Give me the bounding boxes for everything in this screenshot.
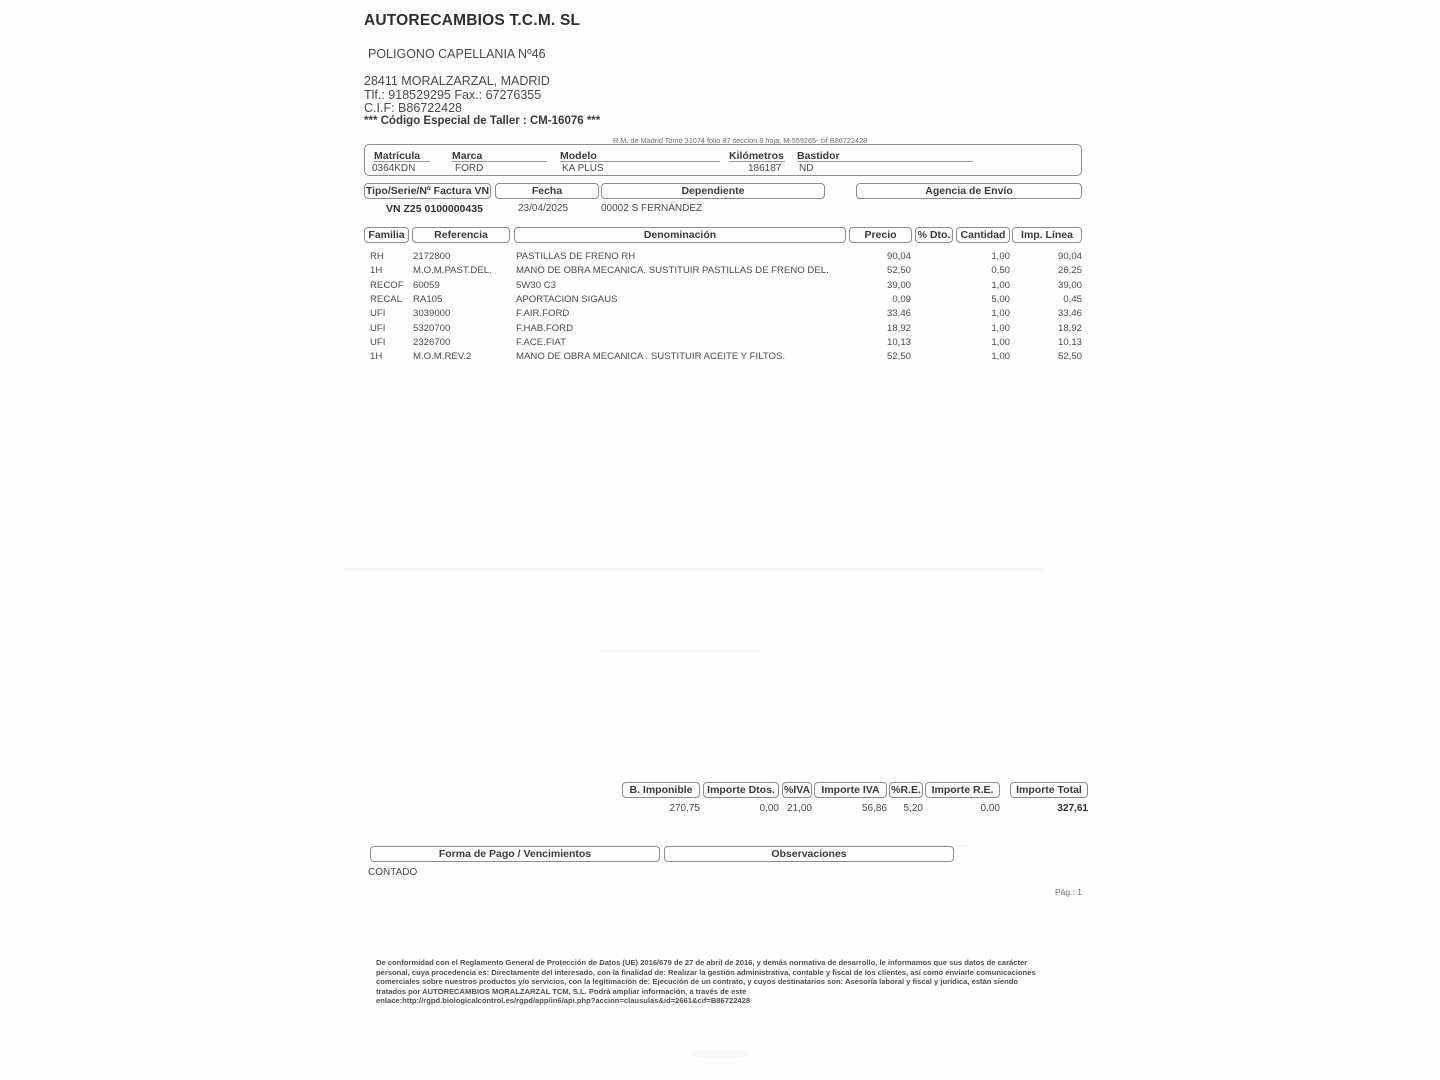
item-row-0-referencia: 2172800 [413,251,451,262]
scan-artifact [600,650,760,652]
item-row-6-referencia: 2326700 [413,336,451,348]
value-marca: FORD [455,163,484,174]
item-row-5-precio: 18,92 [886,322,911,334]
field-rule-bastidor [797,161,973,162]
total-header-pct-re: %R.E. [889,782,923,798]
label-modelo: Modelo [560,150,597,162]
total-header-importe-iva: Importe IVA [814,782,887,798]
label-bastidor: Bastidor [797,150,840,162]
company-address-street: POLIGONO CAPELLANIA Nº46 [368,47,546,61]
workshop-code: *** Código Especial de Taller : CM-16076 *** [364,115,601,127]
item-row-4-cantidad: 1,00 [991,308,1010,320]
item-row-3-referencia: RA105 [413,293,443,305]
field-rule-modelo [560,161,720,162]
company-cif: C.I.F: B86722428 [364,101,462,115]
column-header-denominacion: Denominación [514,227,846,243]
item-row-5-cantidad: 1,00 [991,322,1010,334]
item-row-0-familia: RH [370,251,384,262]
item-row-6-precio: 10,13 [886,336,911,348]
legal-line-3: comerciales sobre nuestros productos y/o servicios, con la legitimación de: Ejecución de un contrato, y cuyos destinatarios son: Asesoría laboral y fiscal y jurídica, están siendo [376,977,1019,987]
item-row-2-precio: 39,00 [886,279,911,291]
item-row-3-cantidad: 5,00 [991,293,1010,305]
total-value-importe-re: 0,00 [980,803,1000,814]
item-row-1-precio: 52,50 [886,265,911,277]
total-header-base-imponible: B. Imponible [622,782,700,798]
item-row-4-precio: 33,46 [886,308,911,320]
field-rule-matricula [374,161,430,162]
header-tipo-serie-factura: Tipo/Serie/Nº Factura VN [365,185,490,197]
item-row-1-familia: 1H [370,265,383,277]
page-number: Pág.: 1 [1055,887,1082,897]
column-header-referencia: Referencia [412,227,510,243]
company-address-city: 28411 MORALZARZAL, MADRID [364,74,550,88]
item-row-5-familia: UFI [370,322,386,334]
column-header-dto: % Dto. [915,227,953,243]
mercantile-registry-note: R.M. de Madrid Tomo 31074 folio 87 seccion 8 hoja: M-559265- cif B86722428 [613,136,868,145]
item-row-4-denominacion: F.AIR.FORD [516,308,570,320]
total-header-importe-dtos: Importe Dtos. [703,782,779,798]
item-row-2-cantidad: 1,00 [991,279,1010,291]
label-kilometros: Kilómetros [729,150,784,162]
column-header-cantidad: Cantidad [956,227,1010,243]
item-row-1-importe: 26,25 [1057,265,1082,277]
item-row-7-familia: 1H [370,351,383,363]
item-row-1-denominacion: MANO DE OBRA MECANICA. SUSTITUIR PASTILLAS DE FRENO DEL. [516,265,829,277]
item-row-0-denominacion: PASTILLAS DE FRENO RH [516,251,636,262]
header-agencia-envio: Agencia de Envío [856,183,1082,199]
value-kilometros: 186187 [748,163,782,174]
header-dependiente: Dependiente [601,183,825,199]
label-matricula: Matrícula [374,150,421,162]
value-matricula: 0364KDN [372,163,416,174]
item-row-4-familia: UFI [370,308,386,320]
total-value-importe-total: 327,61 [1057,803,1088,814]
value-bastidor: ND [799,163,814,174]
item-row-7-precio: 52,50 [886,351,911,363]
item-row-7-importe: 52,50 [1057,351,1082,363]
header-observaciones: Observaciones [664,846,954,862]
value-forma-de-pago: CONTADO [368,867,418,878]
item-row-5-referencia: 5320700 [413,322,451,334]
item-row-3-familia: RECAL [370,293,402,305]
legal-line-2: personal, cuya procedencia es: Directamente del interesado, con la finalidad de: Realizar la gestión administrativa, contable y fiscal de los clientes, así como enviarle comunicaciones [376,967,1036,977]
item-row-2-referencia: 60059 [413,279,440,291]
item-row-7-denominacion: MANO DE OBRA MECANICA . SUSTITUIR ACEITE Y FILTOS. [516,351,786,363]
column-header-importe-linea: Imp. Línea [1012,227,1082,243]
company-phone-fax: Tlf.: 918529295 Fax.: 67276355 [364,88,542,102]
field-rule-kilometros [729,161,785,162]
item-row-1-cantidad: 0,50 [991,265,1010,277]
item-row-6-denominacion: F.ACE.FIAT [516,336,566,348]
item-row-2-importe: 39,00 [1057,279,1082,291]
value-fecha: 23/04/2025 [518,203,569,214]
total-value-importe-iva: 56,86 [861,803,887,814]
item-row-2-denominacion: 5W30 C3 [516,279,556,291]
item-row-7-referencia: M.O.M.REV.2 [413,351,472,363]
total-value-base-imponible: 270,75 [669,803,700,814]
item-row-5-importe: 18,92 [1057,322,1082,334]
item-row-0-importe: 90,04 [1057,251,1082,262]
item-row-6-familia: UFI [370,336,386,348]
column-header-familia: Familia [364,227,409,243]
item-row-0-precio: 90,04 [886,251,911,262]
item-row-3-denominacion: APORTACION SIGAUS [516,293,618,305]
legal-notice [376,958,1088,1006]
value-numero-factura: VN Z25 0100000435 [386,203,483,215]
header-forma-de-pago: Forma de Pago / Vencimientos [370,846,660,862]
value-modelo: KA PLUS [562,163,604,174]
legal-line-4: tratados por AUTORECAMBIOS MORALZARZAL TCM, S.L. Podrá ampliar información, a través de este [376,986,747,996]
item-row-3-importe: 0,45 [1063,293,1082,305]
item-row-4-importe: 33,46 [1057,308,1082,320]
item-row-3-precio: 0,09 [892,293,911,305]
item-row-1-referencia: M.O.M.PAST.DEL. [413,265,492,277]
item-row-0-cantidad: 1,00 [991,251,1010,262]
total-header-pct-iva: %IVA [783,784,811,796]
item-row-6-cantidad: 1,00 [991,336,1010,348]
total-value-importe-dtos: 0,00 [759,803,779,814]
item-row-4-referencia: 3039000 [413,308,451,320]
value-dependiente: 00002 S FERNÁNDEZ [601,203,703,214]
total-header-importe-re: Importe R.E. [925,782,1000,798]
legal-line-5: enlace:http://rgpd.biologicalcontrol.es/rgpd/app/in6/api.php?accion=clausulas&id=2661&cif=B86722428 [376,996,751,1006]
label-marca: Marca [452,150,483,162]
column-header-precio: Precio [849,227,912,243]
total-value-pct-iva: 21,00 [786,803,812,814]
company-name: AUTORECAMBIOS T.C.M. SL [364,12,581,29]
scan-artifact [690,1050,750,1058]
header-fecha: Fecha [495,183,599,199]
total-header-importe-total: Importe Total [1010,782,1088,798]
item-row-2-familia: RECOF [370,279,404,291]
item-row-5-denominacion: F.HAB.FORD [516,322,574,334]
item-row-7-cantidad: 1,00 [991,351,1010,363]
item-row-6-importe: 10,13 [1057,336,1082,348]
total-value-pct-re: 5,20 [903,803,923,814]
legal-line-1: De conformidad con el Reglamento General de Protección de Datos (UE) 2016/679 de 27 de abril de 2016, y demás normativa de desarrollo, le informamos que sus datos de carácter [376,958,1028,967]
scan-artifact [345,568,1045,571]
field-rule-marca [452,161,547,162]
